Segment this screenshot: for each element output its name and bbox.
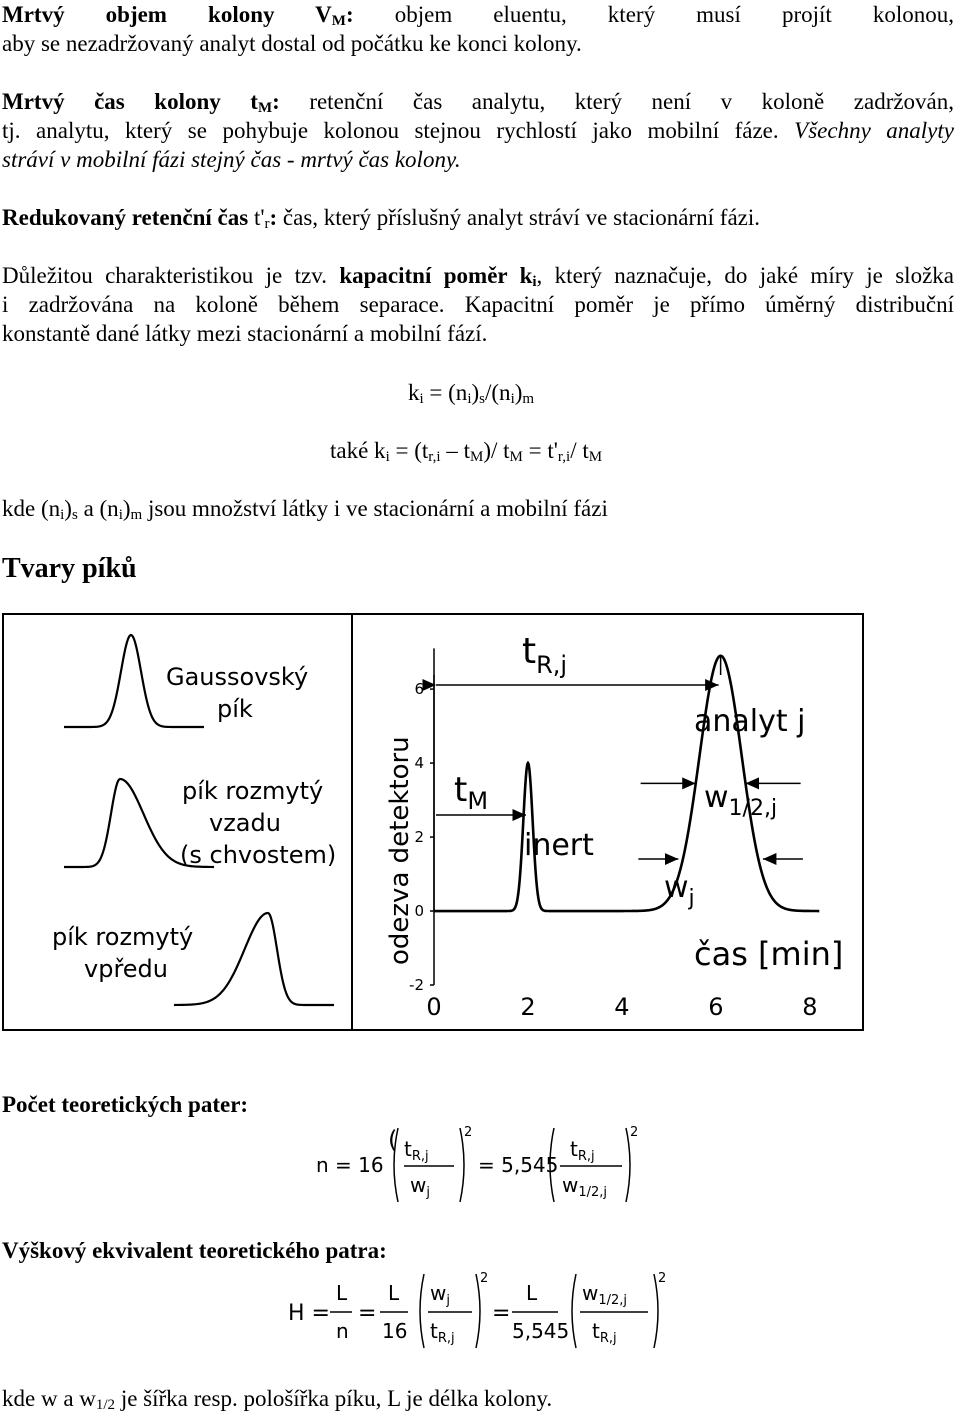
equation-capacity-ratio-time: také $k_i = (t_{r,i} - t_M)/$ $t_M = t'_{r,i}/$ $t_M$ bbox=[330, 438, 603, 465]
formula-h-p1-den: $t_{R,j}$ bbox=[430, 1319, 455, 1346]
formula-h-f3-den: 5,545 bbox=[512, 1319, 570, 1343]
label-fronting-2: vpředu bbox=[84, 955, 168, 983]
heading-hetp: Výškový ekvivalent teoretického patra: bbox=[2, 1238, 387, 1263]
formula-h-f2-num: L bbox=[388, 1281, 400, 1305]
formula-n-exp2: 2 bbox=[630, 1125, 639, 1140]
y-tick-label: 4 bbox=[414, 754, 424, 773]
paragraph-capacity-ratio-line3: konstantě dané látky mezi stacionární a mobilní fází. bbox=[2, 321, 488, 346]
term-reduced-retention: Redukovaný retenční čas bbox=[2, 205, 249, 230]
dead-volume-definition: objem eluentu, který musí projít kolonou, bbox=[394, 2, 954, 27]
formula-h-exp2: 2 bbox=[658, 1271, 667, 1286]
x-tick-label: 4 bbox=[614, 993, 630, 1021]
label-gaussian-1: Gaussovský bbox=[166, 663, 309, 691]
label-tM: $t_M$ bbox=[454, 770, 489, 815]
fronting-peak-curve bbox=[174, 913, 334, 1005]
formula-n-paren-open: ( bbox=[388, 1126, 398, 1154]
formula-h-lparen2 bbox=[572, 1274, 576, 1348]
paragraph-amounts: kde $(n_i)_s$ a $(n_i)_m$ jsou množství látky i ve stacionární a mobilní fázi bbox=[2, 496, 608, 523]
formula-h-eq: = bbox=[358, 1301, 377, 1326]
formula-n-den1: $w_j$ bbox=[410, 1173, 430, 1200]
formula-hetp bbox=[286, 1266, 676, 1356]
label-tailing-3: (s chvostem) bbox=[180, 841, 337, 869]
y-tick-label: 2 bbox=[414, 828, 424, 847]
paragraph-dead-time bbox=[2, 87, 954, 116]
formula-h-f3-num: L bbox=[526, 1281, 538, 1305]
y-tick-label: -2 bbox=[409, 976, 424, 994]
heading-plate-count: Počet teoretických pater: bbox=[2, 1092, 249, 1117]
x-tick-label: 0 bbox=[426, 993, 442, 1021]
y-tick-label: 6 bbox=[414, 680, 424, 699]
label-tailing-1: pík rozmytý bbox=[182, 777, 324, 805]
paragraph-dead-volume-line2: aby se nezadržovaný analyt dostal od počátku ke konci kolony. bbox=[2, 31, 582, 56]
label-tR: $t_{R,j}$ bbox=[522, 631, 568, 679]
label-tailing-2: vzadu bbox=[209, 809, 281, 837]
term-dead-volume: Mrtvý objem kolony $V_M$: bbox=[2, 2, 354, 29]
formula-h-f2-den: 16 bbox=[382, 1319, 408, 1343]
heading-peak-shapes: Tvary píků bbox=[2, 553, 137, 584]
paragraph-dead-time-line3: stráví v mobilní fázi stejný čas - mrtvý čas kolony. bbox=[2, 147, 461, 172]
formula-h-lparen bbox=[420, 1274, 424, 1348]
formula-n-num2: $t_{R,j}$ bbox=[570, 1137, 595, 1164]
dead-time-definition: retenční čas analytu, který není v koloně zadržován, bbox=[309, 89, 955, 114]
label-gaussian-2: pík bbox=[217, 695, 253, 723]
y-tick-label: 0 bbox=[414, 902, 424, 921]
term-dead-time: Mrtvý čas kolony $t_M$: bbox=[2, 89, 280, 116]
formula-h-f1-den: n bbox=[336, 1319, 349, 1343]
x-tick-label: 6 bbox=[708, 993, 724, 1021]
formula-n-num1: $t_{R,j}$ bbox=[404, 1137, 429, 1164]
y-axis-label: odezva detektoru bbox=[385, 736, 415, 965]
figure-peak-shapes bbox=[2, 613, 864, 1031]
formula-h-p2-num: $w_{1/2,j}$ bbox=[582, 1281, 628, 1308]
formula-h-p2-den: $t_{R,j}$ bbox=[592, 1319, 617, 1346]
label-inert: inert bbox=[524, 828, 594, 863]
paragraph-capacity-ratio-line2: i zadržována na koloně během separace. Kapacitní poměr je přímo úměrný distribuční bbox=[2, 292, 954, 317]
label-w-half: $w_{1/2,j}$ bbox=[704, 780, 778, 821]
paragraph-dead-time-line2: tj. analytu, který se pohybuje kolonou stejnou rychlostí jako mobilní fáze. Všechny analyty bbox=[2, 118, 954, 143]
chromatogram-chart bbox=[385, 631, 843, 1021]
x-tick-label: 2 bbox=[520, 993, 536, 1021]
formula-plate-count bbox=[314, 1120, 644, 1210]
formula-h-p1-num: $w_j$ bbox=[430, 1281, 450, 1308]
paragraph-capacity-ratio: Důležitou charakteristikou je tzv. kapacitní poměr $k_i$, který naznačuje, do jaké míry je složka bbox=[2, 263, 954, 290]
equation-capacity-ratio: $k_i = (n_i)_s/(n_i)_m$ bbox=[408, 380, 535, 407]
term-capacity-ratio: kapacitní poměr $k_i$ bbox=[339, 263, 537, 290]
figure-svg bbox=[4, 615, 862, 1029]
formula-n-eq2: = 5,545 bbox=[478, 1153, 559, 1177]
formula-n-lhs: n = 16 bbox=[316, 1153, 384, 1177]
paragraph-reduced-retention: Redukovaný retenční čas $t'_r$: čas, který příslušný analyt stráví ve stacionární fázi. bbox=[2, 205, 761, 232]
formula-h-exp: 2 bbox=[480, 1271, 489, 1286]
paragraph-final: kde w a $w_{1/2}$ je šířka resp. pološířka píku, L je délka kolony. bbox=[2, 1386, 553, 1413]
formula-h-lhs: H = bbox=[288, 1301, 330, 1326]
formula-h-eq2: = bbox=[492, 1301, 511, 1326]
label-analyte: analyt j bbox=[694, 704, 806, 739]
x-tick-label: 8 bbox=[802, 993, 818, 1021]
formula-n-den2: $w_{1/2,j}$ bbox=[562, 1173, 608, 1200]
label-wj: $w_j$ bbox=[664, 870, 695, 911]
paragraph-dead-volume bbox=[2, 0, 954, 29]
formula-h-f1-num: L bbox=[336, 1281, 348, 1305]
x-axis-label: čas [min] bbox=[694, 935, 844, 973]
label-fronting-1: pík rozmytý bbox=[52, 923, 194, 951]
formula-n-exp: 2 bbox=[464, 1125, 473, 1140]
